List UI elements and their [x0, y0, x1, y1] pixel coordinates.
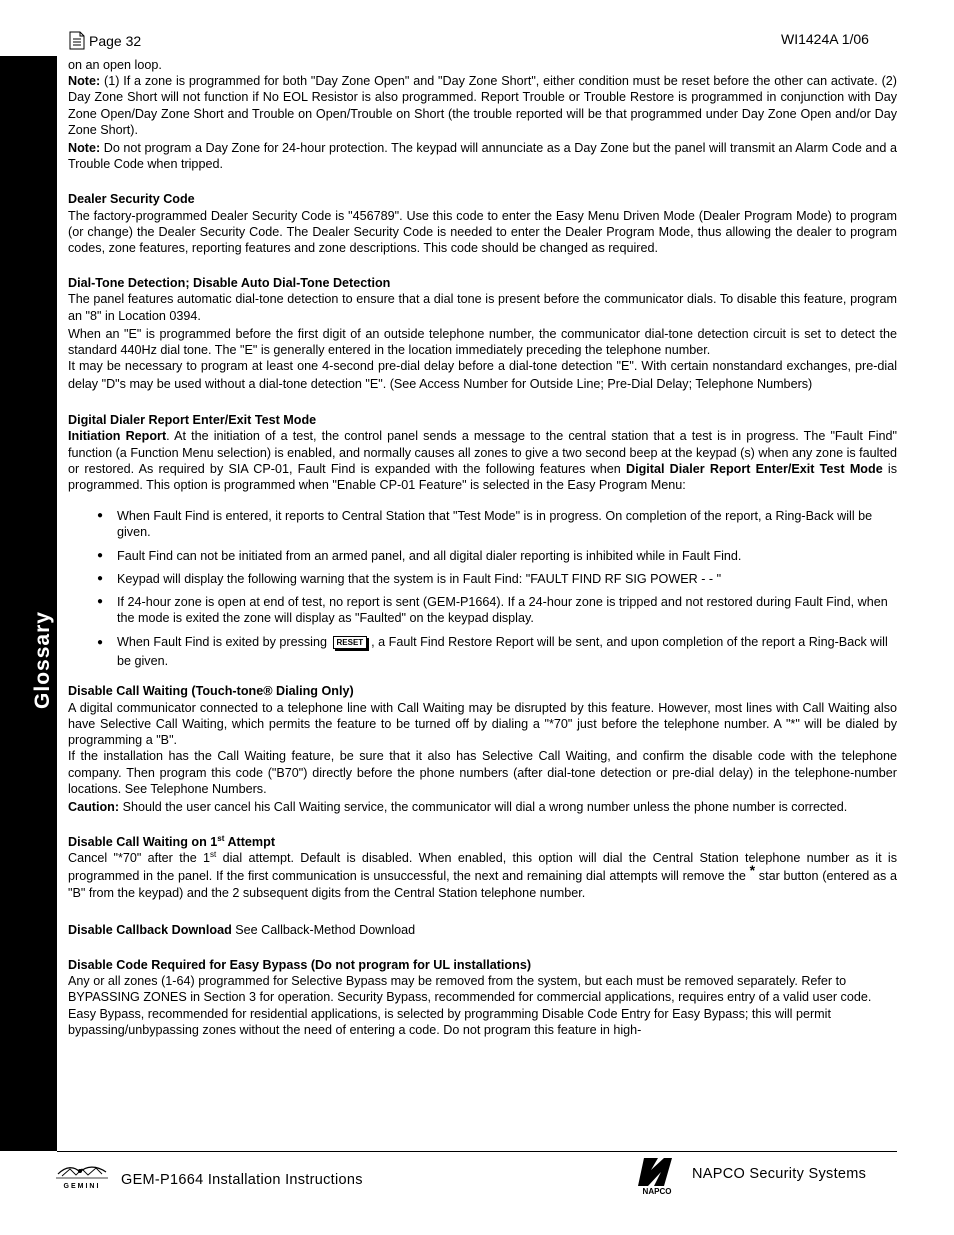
page-content — [68, 57, 897, 1038]
fault-find-bullet-list — [68, 508, 897, 671]
note-text: (1) If a zone is programmed for both "Day Zone Open" and "Day Zone Short", either condition must be reset before the other can activate. (2) Day Zone Short will not function if No EOL Resistor is also programmed. Report Trouble or Trouble Restore is programmed in conjunction with Day Zone Open/Day Zone Short and Trouble on Open/Trouble on Short (the trouble reported will be that programmed under Day Zone Open and/or Day Zone Short). — [68, 74, 897, 137]
paragraph-text: dial attempt. Default is disabled. When enabled, this option will dial the Central Station telephone number as it is programmed in the panel. If the first communication is unsuccessful, the next and remaining dial attempts will remove the — [68, 851, 898, 883]
page-header-left — [69, 31, 141, 50]
intro-text: on an open loop. — [68, 58, 162, 72]
list-item: ● If 24-hour zone is open at end of test, no report is sent (GEM-P1664). If a 24-hour zone is tripped and not restored during Fault Find, when the mode is exited the zone will display as "Faulted" on the keypad display. — [68, 594, 897, 626]
gemini-logo — [52, 1160, 112, 1190]
caution-label: Caution: — [68, 799, 120, 814]
dial-tone-paragraph-2: When an "E" is programmed before the first digit of an outside telephone number, the communicator dial-tone detection circuit is set to detect the standard 440Hz dial tone. The "E" is generally entered in the location immediately preceding the telephone number. — [68, 326, 897, 358]
digital-dialer-text-end: is programmed. This option is programmed when "Enable CP-01 Feature" is selected in the Easy Program Menu: — [68, 461, 898, 493]
list-item: ● Fault Find can not be initiated from an armed panel, and all digital dialer reporting is inhibited while in Fault Find. — [68, 548, 897, 564]
initiation-report-label: Initiation Report — [68, 429, 167, 444]
heading-dial-tone-detection: Dial-Tone Detection; Disable Auto Dial-Tone Detection — [68, 276, 391, 291]
heading-dealer-security-code: Dealer Security Code — [68, 192, 195, 207]
digital-dialer-text: . At the initiation of a test, the control panel sends a message to the central station that a test is in progress. The "Fault Find" function (a Function Menu selection) is enabled, and normally causes all zones to give a two second beep at the keypad (s) when any zone is faulted or restored. As required by SIA CP-01, Fault Find is expanded with the following features when — [68, 429, 897, 476]
list-item-text: , a Fault Find Restore Report will be sent, and upon completion of the report a Ring-Back will be given. — [117, 635, 888, 669]
callback-download-paragraph — [68, 922, 897, 938]
call-waiting-first-attempt-text — [68, 850, 897, 903]
call-waiting-paragraph-2: If the installation has the Call Waiting feature, be sure that it also has Selective Call Waiting, and confirm the disable code with the telephone company. Then program this code ("B70") directly before the phone numbers (after dial-tone detection or pre-dial delay) in the telephone-number locations. See Telephone Numbers. — [68, 749, 897, 796]
list-item — [68, 633, 897, 671]
heading-disable-callback-download: Disable Callback Download — [68, 922, 232, 937]
note-paragraph-1 — [68, 73, 897, 138]
heading-disable-call-waiting-first-attempt — [68, 834, 897, 850]
superscript: st — [210, 850, 217, 860]
heading-text: Disable Call Waiting on 1 — [68, 835, 218, 850]
digital-dialer-paragraph — [68, 428, 897, 493]
caution-paragraph — [68, 799, 897, 815]
dealer-security-code-text: The factory-programmed Dealer Security Code is "456789". Use this code to enter the Easy Menu Driven Mode (Dealer Program Mode) to program (or change) the Dealer Security Code. The Dealer Security Code is needed to enter the Dealer Program Mode, thus allowing the dealer to program codes, zone features, reporting features and zone descriptions. This code should be changed as required. — [68, 208, 897, 256]
heading-disable-code-easy-bypass: Disable Code Required for Easy Bypass (Do not program for UL installations) — [68, 958, 532, 973]
list-item: ● Keypad will display the following warning that the system is in Fault Find: "FAULT FIND RF SIG POWER - - " — [68, 571, 897, 587]
footer-company-name: NAPCO Security Systems — [692, 1166, 867, 1182]
note-text: Do not program a Day Zone for 24-hour protection. The keypad will annunciate as a Day Zone but the panel will transmit an Alarm Code and a Trouble Code when tripped. — [68, 141, 897, 172]
easy-bypass-text: Any or all zones (1-64) programmed for Selective Bypass may be removed from the system, but each must be removed separately. Refer to BYPASSING ZONES in Section 3 for operation. Security Bypass, recommended for commercial applications, requires entry of a valid user code. Easy Bypass, recommended for residential applications, is selected by programming Disable Code Entry for Easy Bypass; this will permit bypassing/unbypassing zones without the need of entering a code. Do not program this feature in high- — [68, 974, 872, 1037]
note-paragraph-2 — [68, 140, 897, 172]
note-label: Note: — [68, 141, 101, 156]
heading-digital-dialer-test-mode: Digital Dialer Report Enter/Exit Test Mode — [68, 413, 317, 428]
note-label: Note: — [68, 74, 101, 89]
napco-logo-text: NAPCO — [642, 1187, 672, 1196]
paragraph-text: star button (entered as a "B" from the keypad) and the 2 subsequent digits from the Central Station telephone number. — [68, 868, 897, 901]
dial-tone-paragraph-3: It may be necessary to program at least one 4-second pre-dial delay before a dial-tone detection "E". With certain nonstandard exchanges, pre-dial delay "D"s may be used without a dial-tone detection "E". (See Access Number for Outside Line; Pre-Dial Delay; Telephone Numbers) — [68, 359, 897, 391]
document-page-icon — [69, 31, 85, 50]
paragraph-text: Cancel "*70" after the 1 — [68, 851, 211, 866]
list-item-text: When Fault Find is exited by pressing — [117, 635, 331, 650]
callback-download-text: See Callback-Method Download — [231, 922, 416, 937]
page-number: Page 32 — [89, 32, 142, 49]
dial-tone-paragraph-1: The panel features automatic dial-tone detection to ensure that a dial tone is present before the communicator dials. To disable this feature, program an "8" in Location 0394. — [68, 292, 897, 323]
digital-dialer-bold-reference: Digital Dialer Report Enter/Exit Test Mode — [625, 461, 883, 476]
gemini-logo-text: GEMINI — [63, 1183, 101, 1190]
section-sidebar — [0, 56, 57, 1151]
heading-disable-call-waiting: Disable Call Waiting (Touch-tone® Dialing Only) — [68, 684, 354, 699]
reset-key-icon: RESET — [333, 636, 368, 649]
heading-text: Attempt — [224, 835, 276, 850]
footer-document-title: GEM-P1664 Installation Instructions — [121, 1172, 363, 1188]
napco-logo — [634, 1156, 680, 1196]
sidebar-section-label: Glossary — [31, 611, 54, 709]
call-waiting-paragraph-1: A digital communicator connected to a telephone line with Call Waiting may be disrupted by this feature. However, most lines with Call Waiting also have Selective Call Waiting, which permits the feature to be turned off by dialing a "*70" just before the telephone number. A "*" will be dialed by programming a "B". — [68, 700, 897, 748]
star-symbol: * — [749, 861, 756, 878]
caution-text: Should the user cancel his Call Waiting service, the communicator will dial a wrong number unless the phone number is corrected. — [119, 799, 848, 814]
footer-divider — [57, 1151, 897, 1152]
document-id: WI1424A 1/06 — [781, 31, 869, 47]
superscript: st — [217, 833, 225, 843]
list-item: ● When Fault Find is entered, it reports to Central Station that "Test Mode" is in progress. On completion of the report, a Ring-Back will be given. — [68, 508, 897, 540]
